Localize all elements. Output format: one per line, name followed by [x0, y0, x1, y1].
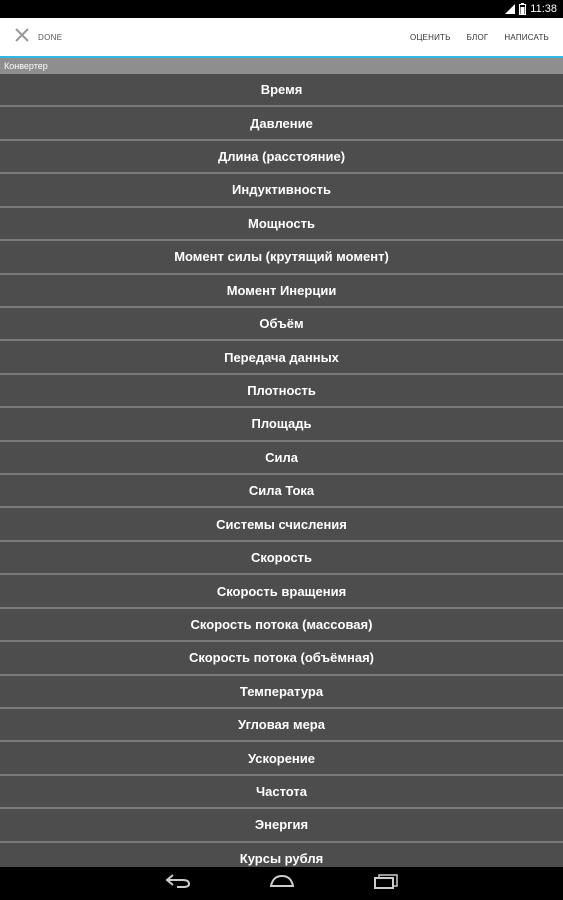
done-label: DONE	[38, 32, 63, 42]
converter-list	[0, 74, 563, 867]
list-item[interactable]: Частота	[0, 776, 563, 809]
done-button[interactable]	[8, 18, 68, 56]
status-bar	[0, 0, 563, 18]
list-item[interactable]: Энергия	[0, 809, 563, 842]
list-item[interactable]: Плотность	[0, 375, 563, 408]
list-item[interactable]: Угловая мера	[0, 709, 563, 742]
list-item[interactable]: Скорость вращения	[0, 575, 563, 608]
list-item[interactable]: Скорость потока (объёмная)	[0, 642, 563, 675]
battery-icon	[519, 3, 526, 15]
status-time: 11:38	[530, 3, 557, 15]
action-bar	[0, 18, 563, 58]
back-icon	[165, 873, 191, 894]
list-item[interactable]: Курсы рубля	[0, 843, 563, 867]
list-item[interactable]: Время	[0, 74, 563, 107]
status-icons	[505, 2, 557, 16]
list-item[interactable]: Момент силы (крутящий момент)	[0, 241, 563, 274]
list-item[interactable]: Длина (расстояние)	[0, 141, 563, 174]
home-button[interactable]	[260, 870, 304, 898]
list-item[interactable]: Давление	[0, 107, 563, 140]
list-item[interactable]: Температура	[0, 676, 563, 709]
signal-icon	[505, 4, 515, 14]
section-header: Конвертер	[0, 58, 563, 74]
rate-button[interactable]: ОЦЕНИТЬ	[410, 32, 451, 42]
list-item[interactable]: Системы счисления	[0, 508, 563, 541]
home-icon	[269, 874, 295, 893]
blog-button[interactable]: БЛОГ	[466, 32, 489, 42]
action-menu	[402, 18, 557, 56]
list-item[interactable]: Объём	[0, 308, 563, 341]
recents-icon	[373, 873, 399, 894]
list-item[interactable]: Мощность	[0, 208, 563, 241]
back-button[interactable]	[156, 870, 200, 898]
navigation-bar	[0, 867, 563, 900]
list-item[interactable]: Скорость	[0, 542, 563, 575]
list-item[interactable]: Сила	[0, 442, 563, 475]
write-button[interactable]: НАПИСАТЬ	[504, 32, 549, 42]
recents-button[interactable]	[364, 870, 408, 898]
list-item[interactable]: Передача данных	[0, 341, 563, 374]
list-item[interactable]: Скорость потока (массовая)	[0, 609, 563, 642]
list-item[interactable]: Индуктивность	[0, 174, 563, 207]
list-item[interactable]: Ускорение	[0, 742, 563, 775]
list-item[interactable]: Сила Тока	[0, 475, 563, 508]
close-icon	[14, 27, 30, 48]
list-item[interactable]: Момент Инерции	[0, 275, 563, 308]
list-item[interactable]: Площадь	[0, 408, 563, 441]
